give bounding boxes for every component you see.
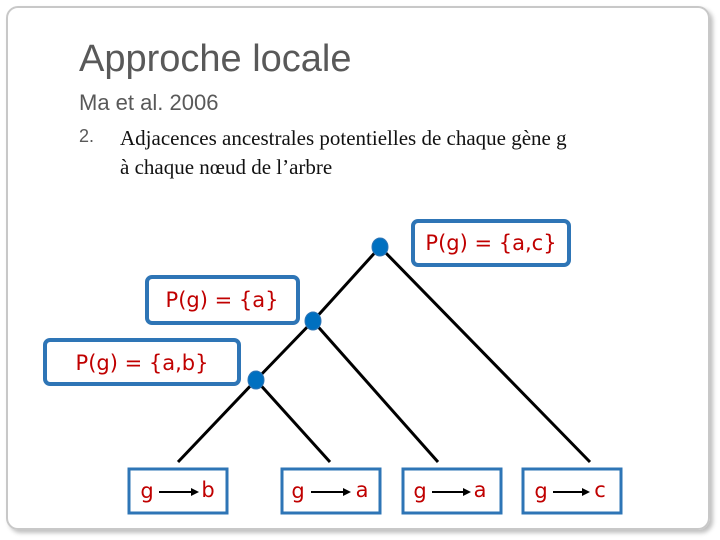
leaf-3-neighbor: a — [473, 478, 487, 502]
slide-title: Approche locale — [79, 38, 352, 80]
leaf-1-gene: g — [140, 479, 154, 503]
root-label-box — [413, 221, 569, 265]
leaf-3-gene: g — [413, 479, 427, 503]
leaf-1 — [129, 469, 227, 513]
edge-middle-lower — [256, 321, 313, 380]
lower-node — [248, 371, 264, 389]
lower-label: P(g) = {a,b} — [75, 351, 209, 375]
list-item-line-1: Adjacences ancestrales potentielles de chaque gène g — [120, 126, 567, 150]
leaf-1-neighbor: b — [201, 478, 215, 502]
root-node — [372, 238, 388, 256]
edge-root-middle — [313, 247, 380, 321]
edge-lower-leaf2 — [256, 380, 330, 462]
edge-lower-leaf1 — [178, 380, 256, 462]
list-item-line-2: à chaque nœud de l’arbre — [120, 155, 333, 179]
leaf-4-gene: g — [534, 479, 548, 503]
edge-middle-leaf3 — [313, 321, 438, 462]
middle-label: P(g) = {a} — [165, 288, 279, 312]
leaf-4 — [523, 469, 621, 513]
leaf-2 — [282, 469, 380, 513]
lower-label-box — [45, 340, 239, 384]
edge-root-leaf4 — [380, 247, 590, 462]
leaf-4-neighbor: c — [594, 478, 606, 502]
root-label: P(g) = {a,c} — [425, 231, 557, 255]
middle-label-box — [147, 277, 298, 323]
slide-subtitle: Ma et al. 2006 — [79, 90, 219, 115]
list-item-number: 2. — [79, 126, 95, 146]
leaf-2-neighbor: a — [355, 478, 369, 502]
middle-node — [305, 312, 321, 330]
leaf-2-gene: g — [291, 479, 305, 503]
leaf-3 — [403, 469, 501, 513]
